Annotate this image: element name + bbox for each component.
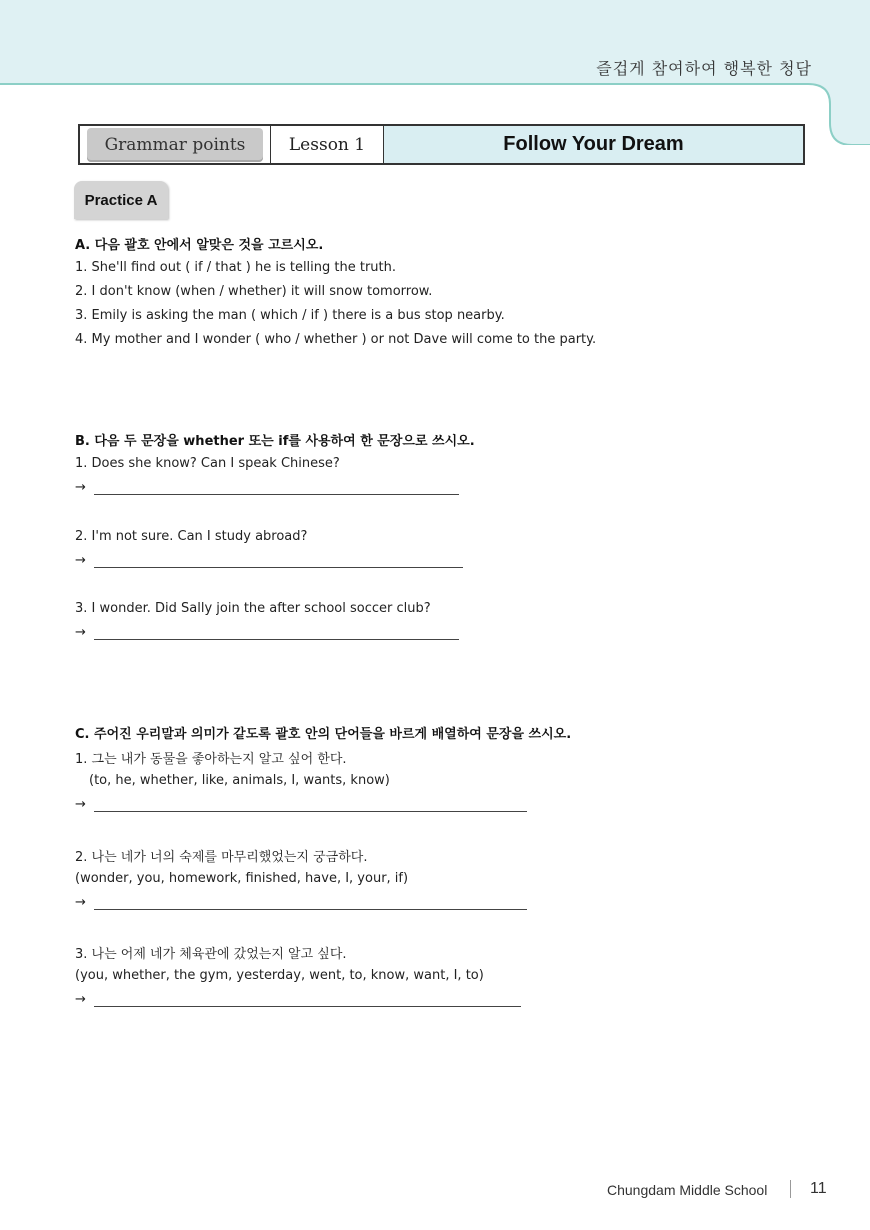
section-a-item: 2. I don't know (when / whether) it will snow tomorrow. — [75, 284, 433, 299]
page-number: 11 — [810, 1180, 827, 1197]
section-c-korean: 2. 나는 네가 너의 숙제를 마무리했었는지 궁금하다. — [75, 850, 368, 865]
grammar-points-cell — [80, 126, 271, 163]
footer-divider — [790, 1180, 791, 1198]
section-a-heading: A. 다음 괄호 안에서 알맞은 것을 고르시오. — [75, 238, 324, 253]
answer-blank[interactable] — [94, 1006, 521, 1007]
answer-blank[interactable] — [94, 567, 463, 568]
section-b-item: 2. I'm not sure. Can I study abroad? — [75, 529, 308, 544]
answer-blank[interactable] — [94, 494, 459, 495]
grammar-points-label: Grammar points — [87, 128, 263, 162]
section-b-item: 3. I wonder. Did Sally join the after school soccer club? — [75, 601, 431, 616]
answer-arrow: → — [75, 895, 86, 910]
section-b-item: 1. Does she know? Can I speak Chinese? — [75, 456, 340, 471]
section-c-korean: 1. 그는 내가 동물을 좋아하는지 알고 싶어 한다. — [75, 752, 347, 767]
section-a-item: 4. My mother and I wonder ( who / whether ) or not Dave will come to the party. — [75, 332, 597, 347]
answer-arrow: → — [75, 625, 86, 640]
practice-tab: Practice A — [74, 181, 168, 219]
section-c-korean: 3. 나는 어제 네가 체육관에 갔었는지 알고 싶다. — [75, 947, 347, 962]
answer-blank[interactable] — [94, 811, 527, 812]
lesson-title: Follow Your Dream — [503, 133, 684, 155]
footer-school-name: Chungdam Middle School — [607, 1182, 768, 1198]
section-c-words: (to, he, whether, like, animals, I, wants, know) — [89, 773, 390, 788]
lesson-title-bar — [78, 124, 805, 165]
answer-arrow: → — [75, 992, 86, 1007]
section-a-item: 3. Emily is asking the man ( which / if ) there is a bus stop nearby. — [75, 308, 505, 323]
lesson-number: Lesson 1 — [271, 126, 384, 163]
section-c-words: (wonder, you, homework, finished, have, I, your, if) — [75, 871, 409, 886]
school-motto: 즐겁게 참여하여 행복한 청담 — [596, 59, 812, 78]
answer-arrow: → — [75, 480, 86, 495]
answer-blank[interactable] — [94, 639, 459, 640]
answer-arrow: → — [75, 797, 86, 812]
section-b-heading: B. 다음 두 문장을 whether 또는 if를 사용하여 한 문장으로 쓰시오. — [75, 434, 475, 449]
section-c-heading: C. 주어진 우리말과 의미가 같도록 괄호 안의 단어들을 바르게 배열하여 문장을 쓰시오. — [75, 727, 572, 742]
section-c-words: (you, whether, the gym, yesterday, went, to, know, want, I, to) — [75, 968, 484, 983]
section-a-item: 1. She'll find out ( if / that ) he is telling the truth. — [75, 260, 397, 275]
answer-arrow: → — [75, 553, 86, 568]
answer-blank[interactable] — [94, 909, 527, 910]
